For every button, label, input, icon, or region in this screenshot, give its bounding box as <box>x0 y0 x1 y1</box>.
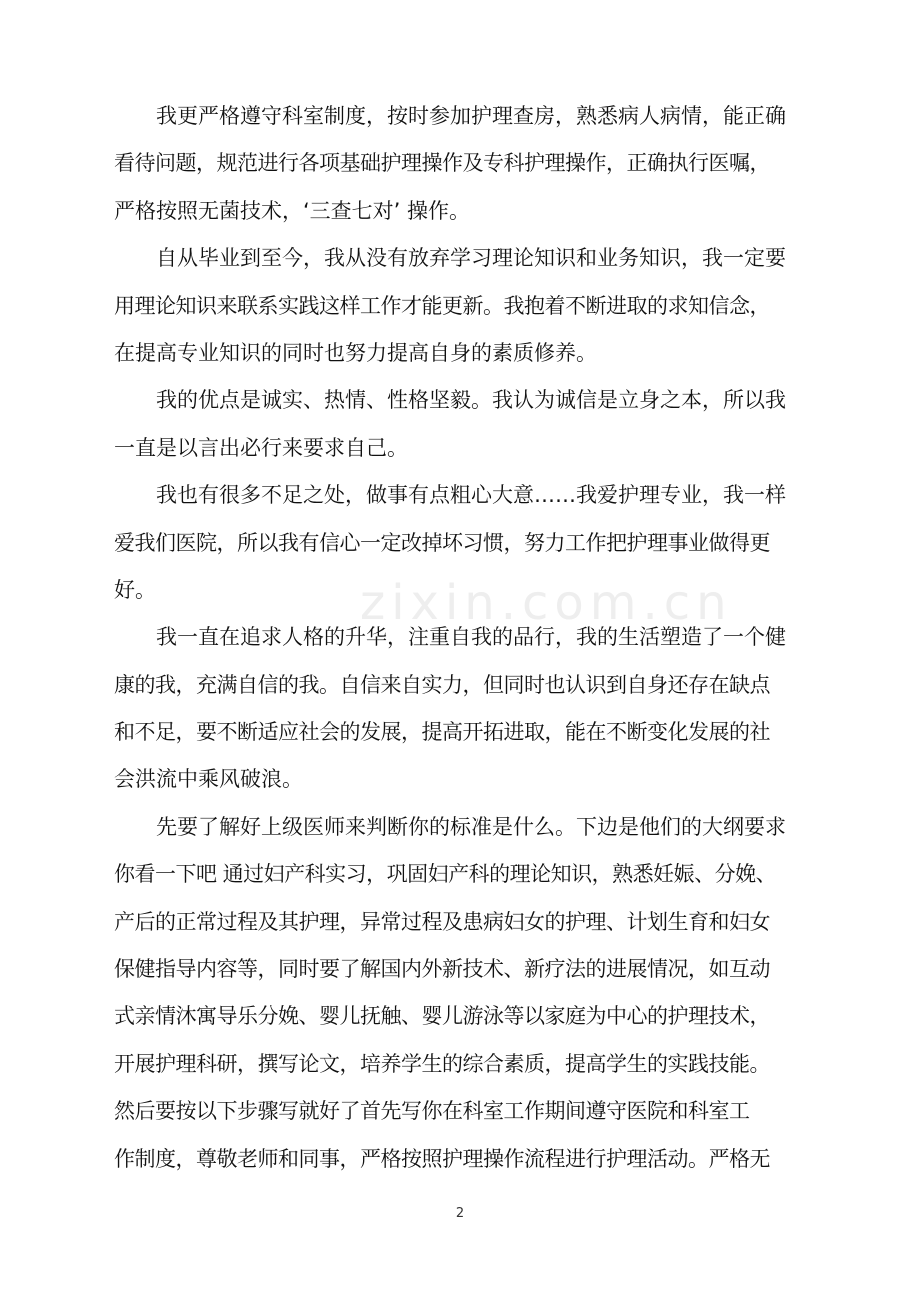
document-body <box>114 93 814 1183</box>
text-line: 我更严格遵守科室制度，按时参加护理查房，熟悉病人病情，能正确 <box>156 104 786 128</box>
paragraph-2 <box>114 235 814 377</box>
text-line: 看待问题，规范进行各项基础护理操作及专科护理操作，正确执行医嘱， <box>114 151 770 176</box>
text-line: 然后要按以下步骤写就好了首先写你在科室工作期间遵守医院和科室工 <box>114 1099 750 1124</box>
text-line: 式亲情沐寓导乐分娩、婴儿抚触、婴儿游泳等以家庭为中心的护理技术， <box>114 1004 770 1029</box>
paragraph-5 <box>114 614 814 804</box>
text-line: 开展护理科研，撰写论文，培养学生的综合素质，提高学生的实践技能。 <box>114 1051 770 1076</box>
paragraph-4 <box>114 472 814 614</box>
text-line: 和不足，要不断适应社会的发展，提高开拓进取，能在不断变化发展的社 <box>114 720 770 745</box>
paragraph-6 <box>114 804 814 1183</box>
text-line: 保健指导内容等，同时要了解国内外新技术、新疗法的进展情况，如互动 <box>114 957 770 982</box>
page-number: 2 <box>455 1206 465 1221</box>
text-line: 产后的正常过程及其护理，异常过程及患病妇女的护理、计划生育和妇女 <box>114 909 770 934</box>
text-line: 我一直在追求人格的升华，注重自我的品行，我的生活塑造了一个健 <box>156 625 786 650</box>
text-line: 自从毕业到至今，我从没有放弃学习理论知识和业务知识，我一定要 <box>156 246 786 271</box>
text-line: 一直是以言出必行来要求自己。 <box>114 435 408 460</box>
text-line: 在提高专业知识的同时也努力提高自身的素质修养。 <box>114 340 597 365</box>
text-line: 爱我们医院，所以我有信心一定改掉坏习惯，努力工作把护理事业做得更 <box>114 530 770 555</box>
text-line: 好。 <box>114 577 156 602</box>
text-line: 严格按照无菌技术，‘三查七对’ 操作。 <box>114 198 471 223</box>
text-line: 你看一下吧 通过妇产科实习，巩固妇产科的理论知识，熟悉妊娠、分娩、 <box>114 862 777 887</box>
text-line: 我也有很多不足之处，做事有点粗心大意……我爱护理专业，我一样 <box>156 483 786 508</box>
text-line: 会洪流中乘风破浪。 <box>114 767 303 792</box>
text-line: 用理论知识来联系实践这样工作才能更新。我抱着不断进取的求知信念， <box>114 293 770 318</box>
paragraph-1 <box>114 93 814 235</box>
text-line: 康的我，充满自信的我。自信来自实力，但同时也认识到自身还存在缺点 <box>114 672 770 697</box>
text-line: 先要了解好上级医师来判断你的标准是什么。下边是他们的大纲要求 <box>156 814 786 839</box>
watermark: zixin.com.cn <box>360 575 733 631</box>
text-line: 作制度，尊敬老师和同事，严格按照护理操作流程进行护理活动。严格无 <box>114 1146 770 1171</box>
text-line: 我的优点是诚实、热情、性格坚毅。我认为诚信是立身之本，所以我 <box>156 388 786 413</box>
paragraph-3 <box>114 377 814 472</box>
